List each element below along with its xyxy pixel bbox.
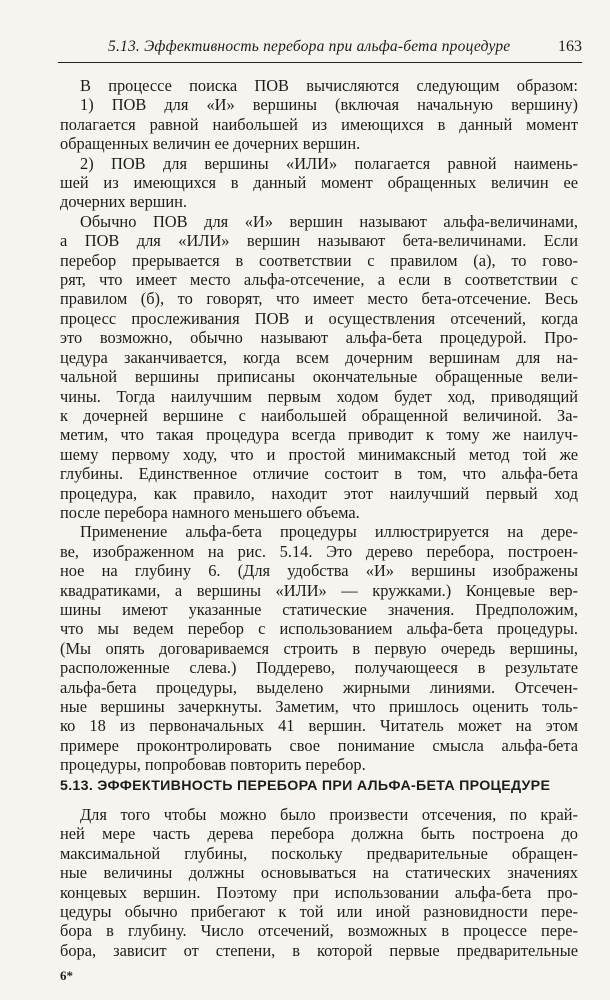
text-line: альфа-бета процедуры, выделено жирными линиями. Отсечен- <box>60 677 578 697</box>
text-line: ве, изображенном на рис. 5.14. Это дерево перебора, построен- <box>60 541 578 561</box>
text-line: Обычно ПОВ для «И» вершин называют альфа-величинами, <box>80 211 578 231</box>
text-line: бора, зависит от степени, в которой первые предварительные <box>60 940 578 960</box>
running-header-title: 5.13. Эффективность перебора при альфа-бета процедуре <box>108 38 511 55</box>
running-header <box>58 36 582 63</box>
text-line: В процессе поиска ПОВ вычисляются следующим образом: <box>80 76 578 95</box>
text-line: обращенных величин ее дочерних вершин. <box>60 134 361 154</box>
text-line: примере проконтролировать свое понимание смысла альфа-бета <box>60 735 578 755</box>
text-line: ко 18 из первоначальных 41 вершин. Читатель может на этом <box>60 716 578 736</box>
text-line: метим, что такая процедура всегда приводит к тому же наилуч- <box>60 425 578 445</box>
text-line: полагается равной наибольшей из имеющихся в данный момент <box>60 114 578 134</box>
text-line: максимальной глубины, поскольку предварительные обращен- <box>60 843 578 863</box>
text-line: а ПОВ для «ИЛИ» вершин называют бета-величинами. Если <box>60 231 578 251</box>
text-line: что мы ведем перебор с использованием альфа-бета процедуры. <box>60 619 578 639</box>
text-line: Для того чтобы можно было произвести отсечения, по край- <box>80 805 578 824</box>
text-line: это возможно, обычно называют альфа-бета процедурой. Про- <box>60 328 578 348</box>
text-line: концевых вершин. Поэтому при использовании альфа-бета про- <box>60 882 578 902</box>
text-line: цедуры обычно прибегают к той или иной разновидности пере- <box>60 902 578 922</box>
text-line: шины имеют указанные статические значения. Предположим, <box>60 599 578 619</box>
body-text <box>60 76 578 775</box>
text-line: правилом (б), то говорят, что имеет место бета-отсечение. Весь <box>60 289 578 309</box>
text-line: ное на глубину 6. (Для удобства «И» вершины изображены <box>60 561 578 581</box>
text-line: цедура заканчивается, когда всем дочерним вершинам для на- <box>60 347 578 367</box>
text-line: к дочерней вершине с наибольшей обращенной величиной. За- <box>60 405 578 425</box>
text-line: глубины. Единственное отличие состоит в том, что альфа-бета <box>60 464 578 484</box>
text-line: шей из имеющихся в данный момент обращенных величин ее <box>60 173 578 193</box>
text-line: процедуры, попробовав повторить перебор. <box>60 755 366 775</box>
page-number: 163 <box>558 38 582 55</box>
text-line: (Мы опять договариваемся строить в первую очередь вершины, <box>60 638 578 658</box>
text-line: чальной вершины приписаны окончательные обращенные вели- <box>60 367 578 387</box>
signature-mark: 6* <box>60 968 73 983</box>
section-heading: 5.13. ЭФФЕКТИВНОСТЬ ПЕРЕБОРА ПРИ АЛЬФА-БЕТА ПРОЦЕДУРЕ <box>60 778 551 794</box>
text-line: квадратиками, а вершины «ИЛИ» — кружками.) Концевые вер- <box>60 580 578 600</box>
text-line: рят, что имеет место альфа-отсечение, а если в соответствии с <box>60 270 578 290</box>
text-line: процедура, как правило, находит этот наилучший первый ход <box>60 483 578 503</box>
text-line: Применение альфа-бета процедуры иллюстрируется на дере- <box>80 522 578 542</box>
text-line: процесс прослеживания ПОВ и осуществления отсечений, когда <box>60 308 578 328</box>
text-line: ные вершины зачеркнуты. Заметим, что пришлось оценить толь- <box>60 697 578 716</box>
text-line: ные величины должны основываться на статических значениях <box>60 863 578 883</box>
text-line: чины. Тогда наилучшим первым ходом будет ход, приводящий <box>60 386 578 406</box>
text-line: шему первому ходу, что и простой минимаксный метод той же <box>60 444 578 464</box>
text-line: дочерних вершин. <box>60 192 188 212</box>
text-line: перебор прерывается в соответствии с правилом (а), то гово- <box>60 250 578 270</box>
section-body-text <box>60 805 578 960</box>
text-line: 2) ПОВ для вершины «ИЛИ» полагается равной наимень- <box>80 153 578 173</box>
text-line: после перебора намного меньшего объема. <box>60 502 360 522</box>
text-line: ней мере часть дерева перебора должна быть построена до <box>60 824 578 844</box>
text-line: бора в глубину. Число отсечений, возможных в процессе пере- <box>60 921 578 941</box>
text-line: расположенные слева.) Поддерево, получающееся в результате <box>60 658 578 678</box>
text-line: 1) ПОВ для «И» вершины (включая начальную вершину) <box>80 95 578 115</box>
